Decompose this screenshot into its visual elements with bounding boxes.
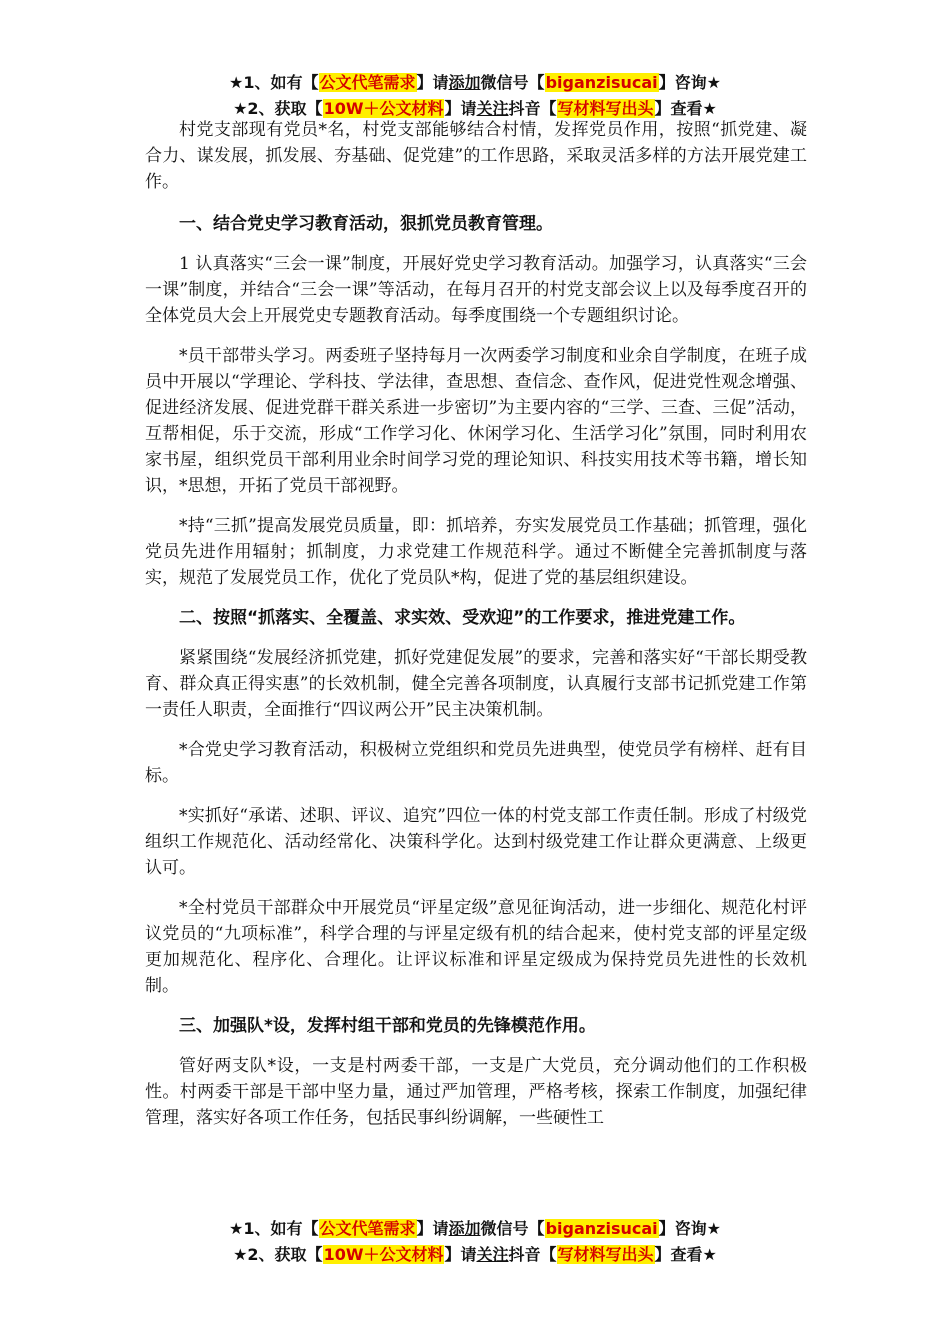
- banner-line-1: [0, 70, 950, 96]
- banner-text: 】查看★: [654, 1245, 717, 1264]
- paragraph: *合党史学习教育活动，积极树立党组织和党员先进典型，使党员学有榜样、赶有目标。: [145, 740, 807, 786]
- banner-wechat-id: biganzisucai: [545, 73, 658, 92]
- banner-text: 抖音【: [508, 1245, 557, 1264]
- banner-text: 】请: [444, 1245, 477, 1264]
- intro-paragraph: 村党支部现有党员*名，村党支部能够结合村情，发挥党员作用，按照“抓党建、凝合力、谋发展，抓发展、夯基础、促党建”的工作思路，采取灵活多样的方法开展党建工作。: [145, 120, 807, 192]
- banner-text: 】查看★: [654, 99, 717, 118]
- paragraph: *持“三抓”提高发展党员质量，即：抓培养，夯实发展党员工作基础；抓管理，强化党员先进作用辐射；抓制度，力求党建工作规范科学。通过不断健全完善抓制度与落实，规范了发展党员工作，优化了党员队*构，促进了党的基层组织建设。: [145, 516, 807, 588]
- section-heading-1: 一、结合党史学习教育活动，狠抓党员教育管理。: [179, 214, 553, 234]
- banner-text: ★2、获取【: [233, 99, 323, 118]
- banner-line-2: [0, 1242, 950, 1268]
- banner-wechat-id: biganzisucai: [545, 1219, 658, 1238]
- paragraph: 1 认真落实“三会一课”制度，开展好党史学习教育活动。加强学习，认真落实“三会一课”制度，并结合“三会一课”等活动，在每月召开的村党支部会议上以及每季度召开的全体党员大会上开展党史专题教育活动。每季度围绕一个专题组织讨论。: [145, 254, 807, 326]
- banner-text: 微信号【: [480, 73, 545, 92]
- banner-line-1: [0, 1216, 950, 1242]
- banner-highlight: 10W＋公文材料: [323, 99, 444, 118]
- bottom-banner: [0, 1216, 950, 1268]
- banner-text: ★1、如有【: [229, 1219, 319, 1238]
- paragraph: 紧紧围绕“发展经济抓党建，抓好党建促发展”的要求，完善和落实好“干部长期受教育、群众真正得实惠”的长效机制，健全完善各项制度，认真履行支部书记抓党建工作第一责任人职责，全面推行“四议两公开”民主决策机制。: [145, 648, 807, 720]
- banner-douyin-id: 写材料写出头: [557, 99, 654, 118]
- paragraph: *员干部带头学习。两委班子坚持每月一次两委学习制度和业余自学制度，在班子成员中开展以“学理论、学科技、学法律，查思想、查信念、查作风，促进党性观念增强、促进经济发展、促进党群干群关系进一步密切”为主要内容的“三学、三查、三促”活动，互帮相促，乐于交流，形成“工作学习化、休闲学习化、生活学习化”氛围，同时利用农家书屋，组织党员干部利用业余时间学习党的理论知识、科技实用技术等书籍，增长知识，*思想，开拓了党员干部视野。: [145, 346, 807, 496]
- banner-text: 】咨询★: [658, 1219, 721, 1238]
- banner-text: ★2、获取【: [233, 1245, 323, 1264]
- section-heading-3: 三、加强队*设，发挥村组干部和党员的先锋模范作用。: [179, 1016, 596, 1036]
- banner-underline: 关注: [476, 1245, 509, 1264]
- banner-highlight: 10W＋公文材料: [323, 1245, 444, 1264]
- banner-highlight: 公文代笔需求: [319, 73, 416, 92]
- paragraph: 管好两支队*设，一支是村两委干部，一支是广大党员，充分调动他们的工作积极性。村两委干部是干部中坚力量，通过严加管理，严格考核，探索工作制度，加强纪律管理，落实好各项工作任务，包括民事纠纷调解，一些硬性工: [145, 1056, 807, 1128]
- document-body: [145, 117, 807, 1145]
- section-heading-2: 二、按照“抓落实、全覆盖、求实效、受欢迎”的工作要求，推进党建工作。: [179, 608, 746, 628]
- banner-text: 】请: [444, 99, 477, 118]
- banner-highlight: 公文代笔需求: [319, 1219, 416, 1238]
- banner-douyin-id: 写材料写出头: [557, 1245, 654, 1264]
- banner-underline: 关注: [476, 99, 509, 118]
- paragraph: *实抓好“承诺、述职、评议、追究”四位一体的村党支部工作责任制。形成了村级党组织工作规范化、活动经常化、决策科学化。达到村级党建工作让群众更满意、上级更认可。: [145, 806, 807, 878]
- banner-text: 】请: [416, 1219, 449, 1238]
- banner-text: 微信号【: [480, 1219, 545, 1238]
- top-banner: [0, 70, 950, 122]
- banner-underline: 添加: [448, 1219, 481, 1238]
- banner-underline: 添加: [448, 73, 481, 92]
- banner-text: 】咨询★: [658, 73, 721, 92]
- banner-text: ★1、如有【: [229, 73, 319, 92]
- paragraph: *全村党员干部群众中开展党员“评星定级”意见征询活动，进一步细化、规范化村评议党员的“九项标准”，科学合理的与评星定级有机的结合起来，使村党支部的评星定级更加规范化、程序化、合理化。让评议标准和评星定级成为保持党员先进性的长效机制。: [145, 898, 807, 996]
- banner-text: 抖音【: [508, 99, 557, 118]
- banner-text: 】请: [416, 73, 449, 92]
